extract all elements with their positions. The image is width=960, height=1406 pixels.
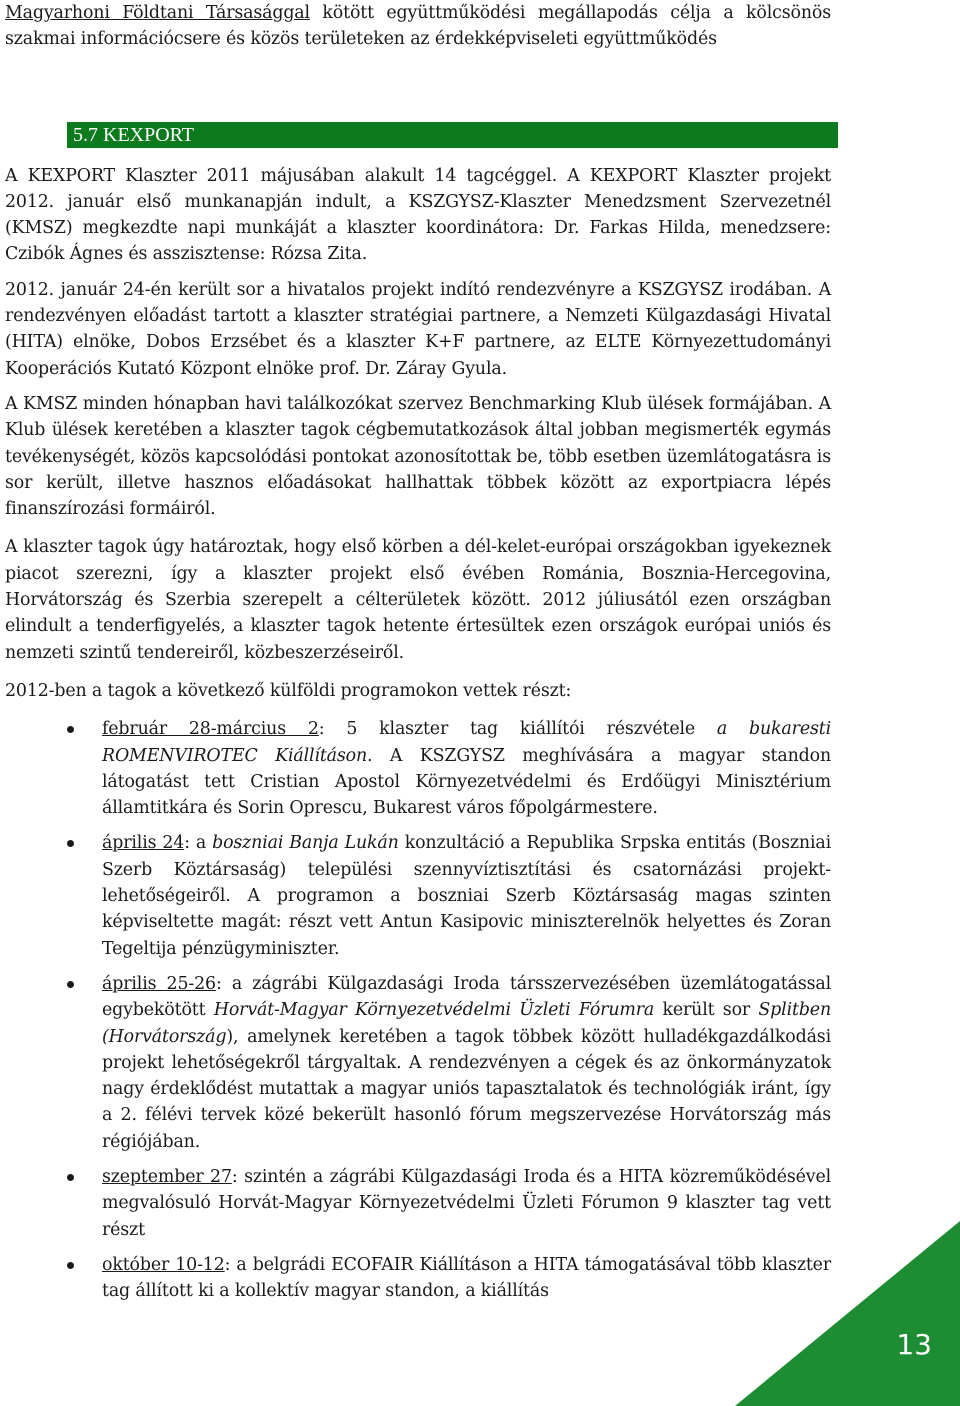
- intro-link[interactable]: Magyarhoni Földtani Társasággal: [5, 3, 310, 23]
- list-item: [5, 971, 831, 1155]
- list-item: [5, 1252, 831, 1305]
- list-italic: boszniai Banja Lukán: [212, 833, 399, 854]
- list-italic: Splitben (Horvátország: [102, 1000, 831, 1047]
- list-text: : 5 klaszter tag kiállítói részvétele: [318, 719, 717, 740]
- list-text: : a belgrádi ECOFAIR Kiállításon a HITA támogatásával több klaszter tag állított ki a kollektív magyar standon, a kiállítás: [102, 1254, 831, 1302]
- list-italic: Horvát-Magyar Környezetvédelmi Üzleti Fórumra: [213, 1000, 655, 1021]
- list-item: [5, 830, 831, 961]
- list-text: ), amelynek keretében a tagok többek között hulladékgazdálkodási projekt lehetőségekről tárgyaltak. A rendezvényen a cégek és az önkormányzatok nagy érdeklődést mutattak a magyar uniós tapasztalatok és technológiák iránt, így a 2. félévi tervek közé bekerült hasonló fórum megszervezése Horvátország más régiójában.: [102, 1026, 831, 1152]
- paragraph-5: 2012-ben a tagok a következő külföldi programokon vettek részt:: [5, 680, 572, 701]
- event-date-link[interactable]: április 24: [102, 833, 185, 854]
- intro-text: kötött együttműködési megállapodás célja a kölcsönös szakmai információcsere és közös területeken az érdekképviseleti együttműködés: [5, 3, 831, 50]
- bullet-icon: [67, 1262, 74, 1269]
- list-text: került sor: [654, 1000, 759, 1021]
- bullet-icon: [67, 981, 74, 988]
- document-page: [5, 0, 831, 1313]
- paragraph-1: A KEXPORT Klaszter 2011 májusában alakult 14 tagcéggel. A KEXPORT Klaszter projekt 2012. január első munkanapján indult, a KSZGYSZ-Klaszter Menedzsment Szervezetnél (KMSZ) megkezdte napi munkáját a klaszter koordinátora: Dr. Farkas Hilda, menedzsere: Czibók Ágnes és asszisztense: Rózsa Zita.: [5, 165, 831, 265]
- list-text: : a zágrábi Külgazdasági Iroda társszervezésében üzemlátogatással egybekötött: [102, 973, 832, 1021]
- section-heading: 5.7 KEXPORT: [67, 122, 838, 148]
- list-text: . A KSZGYSZ meghívására a magyar standon látogatást tett Cristian Apostol Környezetvédelmi és Erdőügyi Minisztérium államtitkára és Sorin Oprescu, Bukarest város főpolgármestere.: [102, 745, 831, 819]
- program-list: [5, 716, 831, 1304]
- list-text: : a: [184, 833, 213, 854]
- paragraph-2: 2012. január 24-én került sor a hivatalos projekt indító rendezvényre a KSZGYSZ irodában. A rendezvényen előadást tartott a klaszter stratégiai partnere, a Nemzeti Külgazdasági Hivatal (HITA) elnöke, Dobos Erzsébet és a klaszter K+F partnere, az ELTE Környezettudományi Kooperációs Kutató Központ elnöke prof. Dr. Záray Gyula.: [5, 279, 831, 379]
- bullet-icon: [67, 840, 74, 847]
- event-date-link[interactable]: április 25-26: [102, 973, 216, 994]
- bullet-icon: [67, 1174, 74, 1181]
- event-date-link[interactable]: október 10-12: [102, 1254, 225, 1275]
- list-text: konzultáció a Republika Srpska entitás (Boszniai Szerb Köztársaság) települési szennyvíztisztítási és csatornázási projekt-lehetőségeiről. A programon a boszniai Szerb Köztársaság magas szinten képviseltette magát: részt vett Antun Kasipovic miniszterelnök helyettes és Zoran Tegeltija pénzügyminiszter.: [102, 833, 832, 959]
- page-number: 13: [896, 1328, 932, 1361]
- list-item: [5, 716, 831, 821]
- paragraph-3: A KMSZ minden hónapban havi találkozókat szervez Benchmarking Klub ülések formájában. A Klub ülések keretében a klaszter tagok cégbemutatkozások által jobban megismerték egymás tevékenységét, közös kapcsolódási pontokat azonosítottak be, több esetben üzemlátogatásra is sor került, illetve hasznos előadásokat hallhattak többek között az exportpiacra lépés finanszírozási formáiról.: [5, 393, 831, 520]
- list-text: : szintén a zágrábi Külgazdasági Iroda és a HITA közreműködésével megvalósuló Horvát-Magyar Környezetvédelmi Üzleti Fórumon 9 klaszter tag vett részt: [102, 1166, 831, 1240]
- list-italic: a bukaresti ROMENVIROTEC Kiállításon: [102, 719, 831, 766]
- bullet-icon: [67, 726, 74, 733]
- corner-decoration: [735, 1221, 960, 1406]
- paragraph-4: A klaszter tagok úgy határoztak, hogy első körben a dél-kelet-európai országokban igyekeznek piacot szerezni, így a klaszter projekt első évében Románia, Bosznia-Hercegovina, Horvátország és Szerbia szerepelt a célterületek között. 2012 júliusától ezen országban elindult a tenderfigyelés, a klaszter tagok hetente értesültek ezen országok európai uniós és nemzeti szintű tendereiről, közbeszerzéseiről.: [5, 537, 831, 663]
- list-item: [5, 1164, 831, 1243]
- event-date-link[interactable]: szeptember 27: [102, 1166, 232, 1187]
- intro-paragraph: [5, 0, 831, 53]
- event-date-link[interactable]: február 28-március 2: [102, 719, 319, 740]
